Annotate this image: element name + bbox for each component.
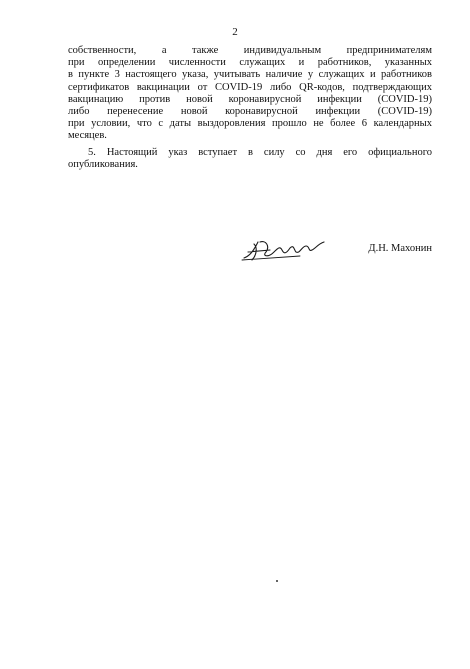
text-line: при определении численности служащих и работников, указанных: [68, 57, 432, 69]
handwritten-signature: [240, 236, 330, 264]
scan-speck: [276, 580, 278, 582]
decree-body: [68, 45, 432, 171]
text-line: 5. Настоящий указ вступает в силу со дня его официального: [88, 146, 432, 158]
text-line: собственности, а также индивидуальным предпринимателям: [68, 45, 432, 56]
page-number: 2: [232, 26, 238, 38]
text-line: месяцев.: [68, 130, 107, 142]
text-line: сертификатов вакцинации от COVID-19 либо QR-кодов, подтверждающих: [68, 81, 432, 93]
text-line: при условии, что с даты выздоровления прошло не более 6 календарных: [68, 118, 432, 130]
paragraph-continuation: [68, 45, 432, 143]
text-line: в пункте 3 настоящего указа, учитывать наличие у служащих и работников: [68, 69, 432, 81]
signer-name: Д.Н. Махонин: [368, 243, 432, 254]
text-line: вакцинацию против новой коронавирусной инфекции (COVID-19): [68, 93, 432, 105]
paragraph-5: [68, 147, 432, 171]
text-line: опубликования.: [68, 158, 138, 170]
text-line: либо перенесение новой коронавирусной инфекции (COVID-19): [68, 106, 432, 118]
